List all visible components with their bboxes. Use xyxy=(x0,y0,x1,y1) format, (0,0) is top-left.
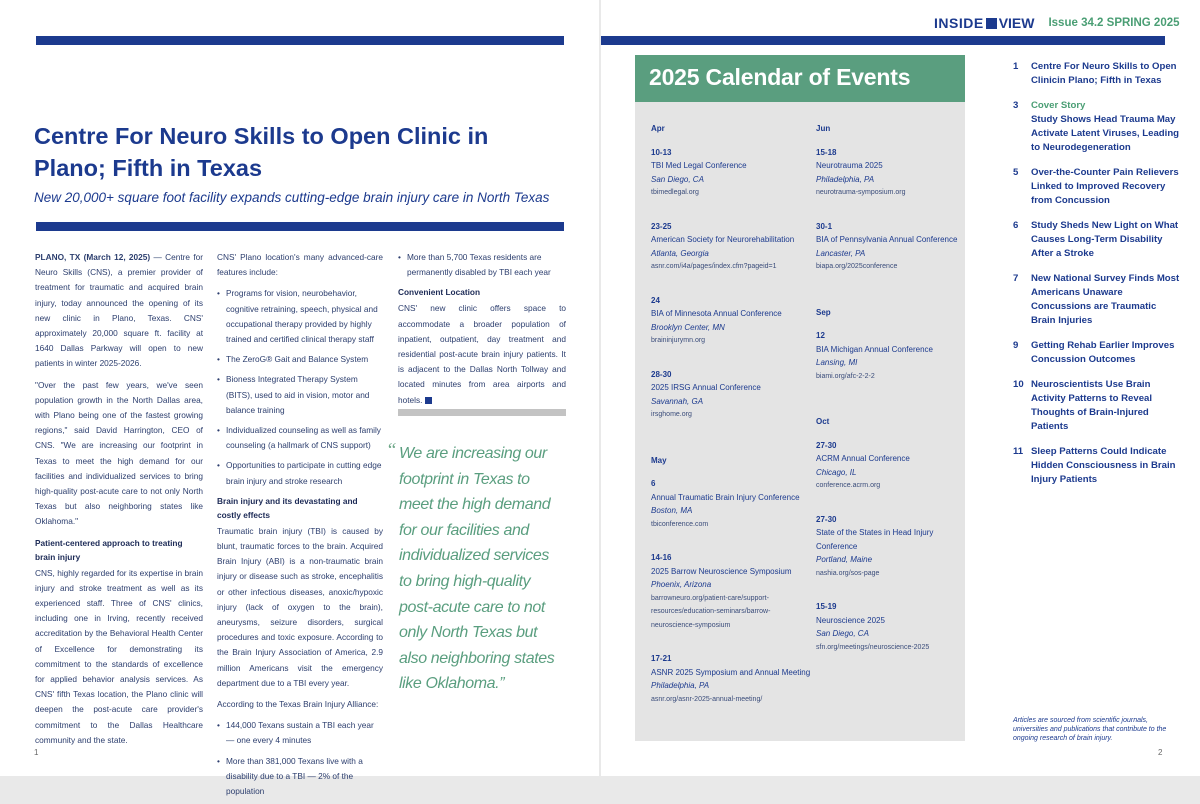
toc-title xyxy=(1031,60,1183,88)
event-date: 14-16 xyxy=(651,553,672,562)
masthead-view: VIEW xyxy=(998,15,1035,31)
calendar-event xyxy=(651,368,811,422)
dateline: PLANO, TX (March 12, 2025) xyxy=(35,252,151,262)
toc-title xyxy=(1031,99,1183,155)
calendar-month: Sep xyxy=(816,307,831,317)
calendar-event xyxy=(816,146,961,200)
event-name: Neuroscience 2025 xyxy=(816,615,885,625)
event-url[interactable]: sfn.org/meetings/neuroscience-2025 xyxy=(816,643,930,651)
paragraph: CNS' Plano location's many advanced-care features include: xyxy=(217,252,383,278)
event-url[interactable]: biapa.org/2025conference xyxy=(816,263,898,270)
article-column-2 xyxy=(217,250,383,804)
event-location: Phoenix, Arizona xyxy=(651,580,712,589)
event-name: Annual Traumatic Brain Injury Conference xyxy=(651,492,800,502)
calendar-event xyxy=(816,439,961,493)
issue-label: Issue 34.2 SPRING 2025 xyxy=(1048,17,1180,29)
event-url[interactable]: braininjurymn.org xyxy=(651,337,706,344)
toc-page-number: 1 xyxy=(1013,61,1019,72)
top-rule xyxy=(36,36,564,45)
paragraph: "Over the past few years, we've seen population growth in the North Dallas area, with Plano being one of the fastest growing regions," said David Harrington, CEO of CNS. "We are increasing our footprint in Texas to meet the high demand for our facilities and individualized services to bring high-quality post-acute care to not only North Texas but also neighboring states like Oklahoma." xyxy=(35,379,203,527)
event-date: 17-21 xyxy=(651,654,672,663)
paragraph: PLANO, TX (March 12, 2025) — Centre for Neuro Skills (CNS), a premier provider of treatment for traumatic and acquired brain injury, today announced the opening of its new clinic in Plano, Texas. CNS' approximately 20,000 square ft. facility at 1640 Dallas Parkway will open to new patients in winter 2025-2026. xyxy=(35,252,204,369)
event-name: BIA Michigan Annual Conference xyxy=(816,344,933,354)
event-location: San Diego, CA xyxy=(651,174,704,184)
toc-title xyxy=(1031,378,1183,434)
calendar-panel xyxy=(635,55,965,741)
toc-page-number: 5 xyxy=(1013,167,1019,178)
toc-title xyxy=(1031,272,1183,328)
list-item: • 144,000 Texans sustain a TBI each year — one every 4 minutes xyxy=(217,718,383,748)
masthead-inside: INSIDE xyxy=(934,15,984,31)
event-url[interactable]: tbiconference.com xyxy=(651,520,709,528)
page-left xyxy=(0,0,599,797)
toc-title-text: Sleep Patterns Could Indicate Hidden Consciousness in Brain Injury Patients xyxy=(1031,446,1176,485)
event-url[interactable]: biami.org/afc-2-2-2 xyxy=(816,372,875,380)
calendar-event xyxy=(816,513,961,581)
section-heading: Convenient Location xyxy=(398,287,481,298)
toc-title-text: Neuroscientists Use Brain Activity Patterns to Reveal Thoughts of Brain-Injured Patients xyxy=(1031,379,1153,432)
toc-page-number: 10 xyxy=(1013,379,1024,390)
event-location: Savannah, GA xyxy=(651,396,704,406)
page-number: 1 xyxy=(34,748,39,757)
feature-list xyxy=(217,286,383,488)
paragraph: CNS, highly regarded for its expertise in brain injury and stroke treatment as well as its experienced staff. Three of CNS' clinics, including one in Irving, recently received accreditation by the Behavioral Health Center of Excellence for demonstrating its commitment to the standards of excellence for applied behavior analysis services. As CNS' fifth Texas location, the Plano clinic will deepen the post-acute care provider's commitment to the Dallas Healthcare community and the state. xyxy=(35,567,203,745)
article-column-3 xyxy=(398,250,566,414)
toc-title-text: Study Shows Head Trauma May Activate Latent Viruses, Leading to Neurodegeneration xyxy=(1031,114,1180,153)
calendar-month: Apr xyxy=(651,124,665,133)
quote-mark-icon: “ xyxy=(386,440,397,461)
toc-item[interactable] xyxy=(1013,339,1183,367)
event-location: Brooklyn Center, MN xyxy=(651,322,725,332)
toc-item[interactable] xyxy=(1013,272,1183,328)
event-name: ACRM Annual Conference xyxy=(816,454,910,463)
event-location: Portland, Maine xyxy=(816,555,873,564)
calendar-month: Oct xyxy=(816,417,830,426)
toc-title-text: Centre For Neuro Skills to Open Clinicin Plano; Fifth in Texas xyxy=(1031,61,1177,86)
event-location: Philadelphia, PA xyxy=(651,681,710,690)
toc-title-text: Study Sheds New Light on What Causes Long-Term Disability After a Stroke xyxy=(1031,220,1179,259)
month-spacer xyxy=(816,294,961,306)
event-date: 23-25 xyxy=(651,221,672,231)
table-of-contents xyxy=(1013,60,1183,498)
toc-item[interactable] xyxy=(1013,378,1183,434)
toc-item[interactable] xyxy=(1013,219,1183,261)
toc-item[interactable] xyxy=(1013,60,1183,88)
top-rule xyxy=(601,36,1165,45)
paragraph: CNS' new clinic offers space to accommodate a broader population of inpatient, outpatient, day treatment and residential post-acute brain injury patients. It is adjacent to the Dallas North Tollway and located minutes from area airports and hotels. xyxy=(398,303,566,405)
paragraph: According to the Texas Brain Injury Alliance: xyxy=(217,699,379,710)
stats-list xyxy=(217,718,383,799)
list-item: • Programs for vision, neurobehavior, cognitive retraining, speech, physical and occupational therapy provided by highly trained and certified clinical therapy staff xyxy=(217,286,383,347)
calendar-event xyxy=(816,220,961,274)
toc-title xyxy=(1031,339,1183,367)
event-location: Chicago, IL xyxy=(816,467,857,477)
list-item: • Individualized counseling as well as family counseling (a hallmark of CNS support) xyxy=(217,423,383,453)
event-name: BIA of Minnesota Annual Conference xyxy=(651,309,782,318)
toc-title xyxy=(1031,219,1183,261)
event-location: Lancaster, PA xyxy=(816,248,866,258)
toc-title-text: Getting Rehab Earlier Improves Concussion Outcomes xyxy=(1031,340,1175,365)
event-name: BIA of Pennsylvania Annual Conference xyxy=(816,235,958,244)
event-name: ASNR 2025 Symposium and Annual Meeting xyxy=(651,667,811,677)
calendar-title: 2025 Calendar of Events xyxy=(635,55,965,102)
toc-page-number: 6 xyxy=(1013,220,1019,231)
event-url[interactable]: asnr.org/asnr-2025-annual-meeting/ xyxy=(651,695,763,703)
event-url[interactable]: tbimedlegal.org xyxy=(651,189,699,196)
toc-page-number: 9 xyxy=(1013,340,1019,351)
page-number: 2 xyxy=(1158,748,1163,757)
calendar-event xyxy=(816,600,961,654)
section-heading: Patient-centered approach to treating brain injury xyxy=(35,537,183,562)
event-date: 10-13 xyxy=(651,147,672,157)
calendar-event xyxy=(651,477,811,531)
list-item: • Bioness Integrated Therapy System (BITS), used to aid in vision, motor and balance training xyxy=(217,372,383,418)
toc-page-number: 7 xyxy=(1013,273,1019,284)
event-url[interactable]: asnr.com/i4a/pages/index.cfm?pageid=1 xyxy=(651,263,777,270)
toc-item[interactable] xyxy=(1013,166,1183,208)
event-date: 24 xyxy=(651,295,660,305)
calendar-event xyxy=(651,652,811,706)
toc-item[interactable] xyxy=(1013,445,1183,487)
toc-page-number: 11 xyxy=(1013,446,1024,457)
event-name: Neurotrauma 2025 xyxy=(816,161,883,170)
article-column-1 xyxy=(35,250,203,754)
calendar-event xyxy=(816,329,961,383)
event-url[interactable]: neurotrauma-symposium.org xyxy=(816,189,906,196)
pullquote: We are increasing our footprint in Texas to meet the high demand for our facilities and individualized services to bring high-quality post-acute care to not only North Texas but also neighboring states like Oklahoma.” xyxy=(399,445,555,693)
toc-title-text: New National Survey Finds Most Americans Unaware Concussions are Traumatic Brain Injuries xyxy=(1031,273,1180,326)
toc-tag: Cover Story xyxy=(1031,100,1086,111)
event-date: 27-30 xyxy=(816,514,837,524)
event-date: 12 xyxy=(816,331,825,340)
calendar-column-2 xyxy=(816,122,961,686)
event-date: 15-18 xyxy=(816,147,837,157)
event-location: Lansing, MI xyxy=(816,358,858,367)
toc-page-number: 3 xyxy=(1013,100,1019,111)
event-date: 30-1 xyxy=(816,221,833,231)
subhead: New 20,000+ square foot facility expands cutting-edge brain injury care in North Texas xyxy=(34,190,550,205)
event-url[interactable]: barrowneuro.org/patient-care/support-resources/education-seminars/barrow-neuroscience-symposium xyxy=(651,594,771,629)
event-location: Boston, MA xyxy=(651,506,693,515)
event-location: San Diego, CA xyxy=(816,629,869,638)
calendar-event xyxy=(651,551,811,632)
toc-item[interactable] xyxy=(1013,99,1183,155)
calendar-month: Jun xyxy=(816,124,831,133)
event-location: Atlanta, Georgia xyxy=(651,248,709,258)
event-url[interactable]: irsghome.org xyxy=(651,411,692,418)
masthead-square-icon xyxy=(986,18,997,29)
list-item: • More than 5,700 Texas residents are permanently disabled by TBI each year xyxy=(398,250,566,280)
calendar-column-1 xyxy=(651,122,811,738)
event-name: 2025 IRSG Annual Conference xyxy=(651,383,761,392)
event-location: Philadelphia, PA xyxy=(816,174,875,184)
list-item: • Opportunities to participate in cutting edge brain injury and stroke research xyxy=(217,458,383,488)
month-spacer xyxy=(816,674,961,686)
event-date: 6 xyxy=(651,479,656,488)
calendar-event xyxy=(651,146,811,200)
event-name: TBI Med Legal Conference xyxy=(651,161,747,170)
list-item: • The ZeroG® Gait and Balance System xyxy=(217,352,383,367)
calendar-event xyxy=(651,220,811,274)
event-name: 2025 Barrow Neuroscience Symposium xyxy=(651,566,792,576)
headline: Centre For Neuro Skills to Open Clinic in Plano; Fifth in Texas xyxy=(34,123,489,181)
pullquote-rule xyxy=(398,409,566,416)
month-spacer xyxy=(651,726,811,738)
toc-title xyxy=(1031,445,1183,487)
list-item: • More than 381,000 Texans live with a disability due to a TBI — 2% of the population xyxy=(217,754,383,800)
event-name: State of the States in Head Injury Conference xyxy=(816,528,934,551)
event-url[interactable]: conference.acrm.org xyxy=(816,482,881,489)
event-date: 15-19 xyxy=(816,602,837,611)
month-spacer xyxy=(816,403,961,415)
footnote: Articles are sourced from scientific journals, universities and publications that contribute to the ongoing research of brain injury. xyxy=(1013,717,1167,742)
page-right xyxy=(601,0,1200,776)
event-name: American Society for Neurorehabilitation xyxy=(651,235,795,244)
paragraph: Traumatic brain injury (TBI) is caused by blunt, traumatic forces to the brain. Acquired Brain Injury (ABI) is a non-traumatic brain injury or disease such as stroke, encephalitis or other infectious diseases, anoxic/hypoxic injury (lack of oxygen to the brain), aneurysms, seizure disorders, surgical procedures and toxic exposure. According to the Brain Injury Association of America, 2.9 million Americans visit the emergency department due to a TBI every year. xyxy=(217,525,383,688)
event-date: 28-30 xyxy=(651,369,672,379)
headline-rule xyxy=(36,222,564,231)
stats-list-continued xyxy=(398,250,566,280)
masthead xyxy=(934,15,1180,31)
calendar-event xyxy=(651,294,811,348)
end-mark-icon xyxy=(425,397,432,404)
toc-title xyxy=(1031,166,1183,208)
event-date: 27-30 xyxy=(816,440,837,450)
event-url[interactable]: nashia.org/sos-page xyxy=(816,569,880,577)
calendar-month: May xyxy=(651,455,667,465)
month-spacer xyxy=(651,442,811,454)
toc-title-text: Over-the-Counter Pain Relievers Linked to Improved Recovery from Concussion xyxy=(1031,167,1179,206)
section-heading: Brain injury and its devastating and costly effects xyxy=(217,495,358,520)
